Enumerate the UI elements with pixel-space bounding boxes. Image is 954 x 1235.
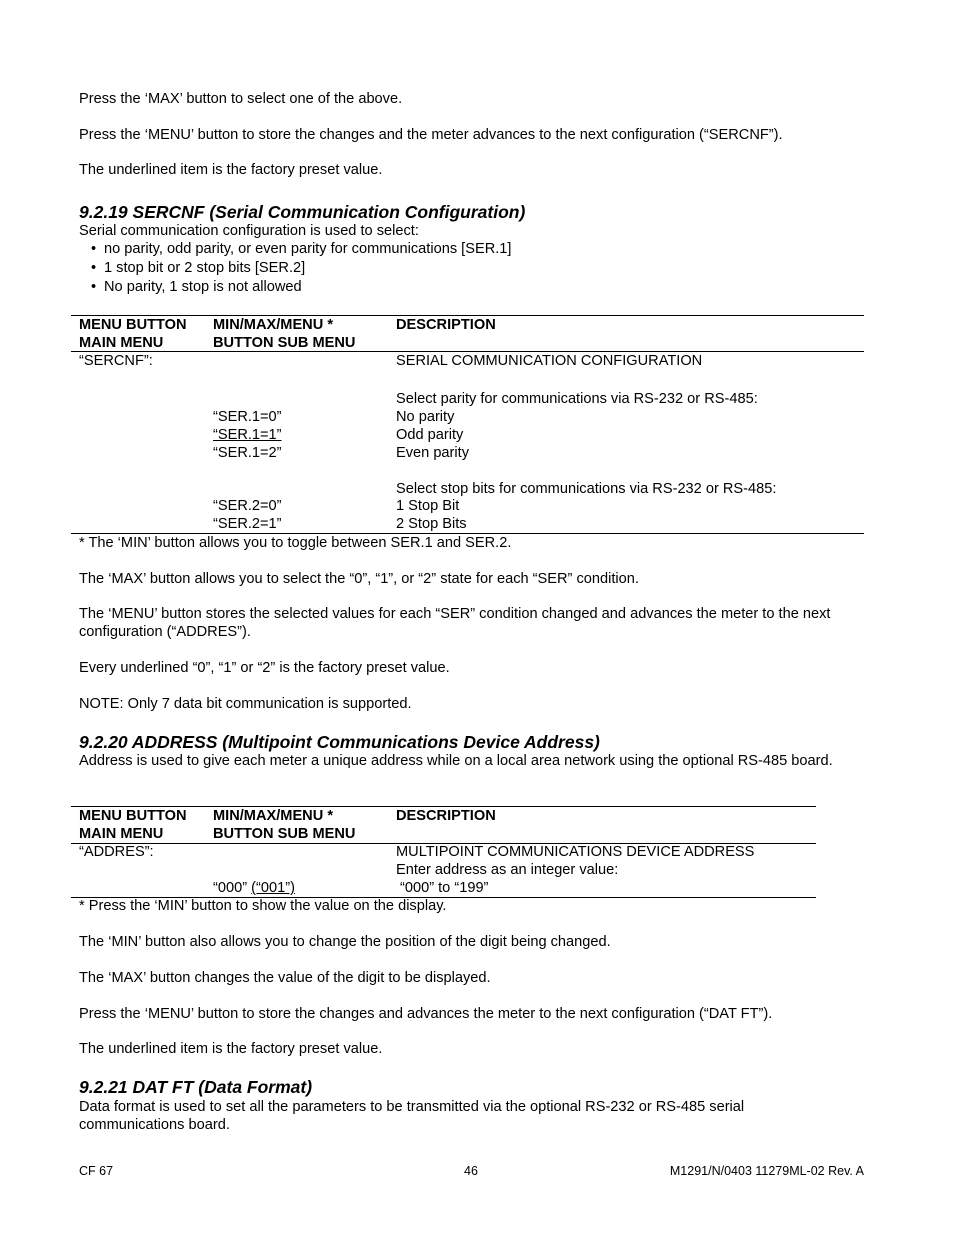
sercnf-bullet-list <box>104 240 511 297</box>
note-paragraph: NOTE: Only 7 data bit communication is supported. <box>79 696 412 712</box>
note-paragraph: The ‘MAX’ button changes the value of the digit to be displayed. <box>79 970 491 986</box>
note-paragraph: Every underlined “0”, “1” or “2” is the factory preset value. <box>79 660 450 676</box>
footer-right: M1291/N/0403 11279ML-02 Rev. A <box>669 1164 864 1178</box>
header-menu-button: MENU BUTTON <box>79 808 187 824</box>
intro-paragraph-preset: The underlined item is the factory preset value. <box>79 162 383 178</box>
footnote: * The ‘MIN’ button allows you to toggle between SER.1 and SER.2. <box>79 535 512 551</box>
code-default-value: (“001”) <box>251 880 295 896</box>
note-paragraph: The ‘MAX’ button allows you to select the “0”, “1”, or “2” state for each “SER” condition. <box>79 571 639 587</box>
enter-address-text: Enter address as an integer value: <box>396 862 619 878</box>
header-button-sub-menu: BUTTON SUB MENU <box>213 335 356 351</box>
note-paragraph: The ‘MIN’ button also allows you to change the position of the digit being changed. <box>79 934 611 950</box>
header-button-sub-menu: BUTTON SUB MENU <box>213 826 356 842</box>
sub-menu-code-default: “SER.1=1” <box>213 427 282 443</box>
main-menu-cell: “ADDRES”: <box>79 844 154 860</box>
option-description: 1 Stop Bit <box>396 498 460 514</box>
header-description: DESCRIPTION <box>396 808 496 824</box>
note-paragraph: Press the ‘MENU’ button to store the changes and advances the meter to the next configuration (“DAT FT”). <box>79 1006 773 1022</box>
section-heading-sercnf: 9.2.19 SERCNF (Serial Communication Configuration) <box>79 202 526 222</box>
header-menu-button: MENU BUTTON <box>79 317 187 333</box>
header-main-menu: MAIN MENU <box>79 335 164 351</box>
footer-left: CF 67 <box>79 1164 114 1178</box>
header-min-max-menu: MIN/MAX/MENU * <box>213 317 333 333</box>
bullet-item: • No parity, 1 stop is not allowed <box>104 278 511 297</box>
code-value: “000” <box>213 880 248 896</box>
dat-ft-intro: Data format is used to set all the parameters to be transmitted via the optional RS-232 or RS-485 serial communications board. <box>79 1099 745 1133</box>
sub-menu-code: “SER.1=2” <box>213 445 282 461</box>
sub-menu-code: “SER.2=1” <box>213 516 282 532</box>
header-description: DESCRIPTION <box>396 317 496 333</box>
sub-menu-code: “SER.1=0” <box>213 409 282 425</box>
header-min-max-menu: MIN/MAX/MENU * <box>213 808 333 824</box>
description-title: MULTIPOINT COMMUNICATIONS DEVICE ADDRESS <box>396 844 755 860</box>
intro-paragraph-max: Press the ‘MAX’ button to select one of the above. <box>79 91 403 107</box>
section-heading-address: 9.2.20 ADDRESS (Multipoint Communications Device Address) <box>79 732 600 752</box>
bullet-item: • 1 stop bit or 2 stop bits [SER.2] <box>104 259 511 278</box>
stop-bits-intro: Select stop bits for communications via RS-232 or RS-485: <box>396 481 777 497</box>
sub-menu-code <box>213 879 295 897</box>
option-description: No parity <box>396 409 455 425</box>
option-description: 2 Stop Bits <box>396 516 467 532</box>
section-heading-dat-ft: 9.2.21 DAT FT (Data Format) <box>79 1077 313 1097</box>
option-description: Even parity <box>396 445 470 461</box>
description-title: SERIAL COMMUNICATION CONFIGURATION <box>396 353 703 369</box>
sub-menu-code: “SER.2=0” <box>213 498 282 514</box>
option-description: Odd parity <box>396 427 464 443</box>
header-main-menu: MAIN MENU <box>79 826 164 842</box>
note-paragraph: The underlined item is the factory preset value. <box>79 1041 383 1057</box>
address-range: “000” to “199” <box>400 880 489 896</box>
parity-intro: Select parity for communications via RS-232 or RS-485: <box>396 391 758 407</box>
main-menu-cell: “SERCNF”: <box>79 353 153 369</box>
footnote: * Press the ‘MIN’ button to show the value on the display. <box>79 898 447 914</box>
address-intro: Address is used to give each meter a unique address while on a local area network using the optional RS-485 board. <box>79 753 833 769</box>
bullet-item: • no parity, odd parity, or even parity for communications [SER.1] <box>104 240 511 259</box>
page-number: 46 <box>464 1164 478 1178</box>
intro-paragraph-menu: Press the ‘MENU’ button to store the changes and the meter advances to the next configuration (“SERCNF”). <box>79 127 783 143</box>
note-paragraph: The ‘MENU’ button stores the selected values for each “SER” condition changed and advances the meter to the next configuration (“ADDRES”). <box>79 606 831 640</box>
sercnf-intro: Serial communication configuration is used to select: <box>79 223 419 239</box>
